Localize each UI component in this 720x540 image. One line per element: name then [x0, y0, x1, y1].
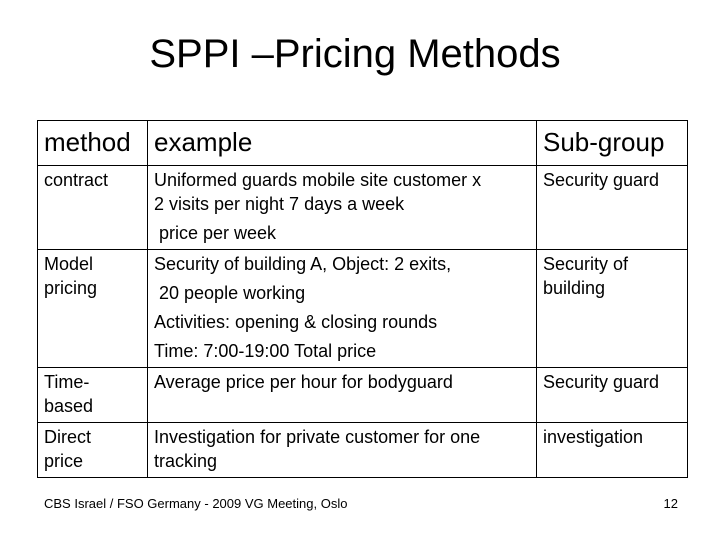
subgroup-line: building — [543, 278, 606, 298]
example-line: Security of building A, Object: 2 exits, — [154, 254, 452, 274]
method-line: Model — [44, 254, 94, 274]
method-line: Direct — [44, 427, 92, 447]
subgroup-line: Security guard — [543, 372, 660, 392]
method-line: price — [44, 451, 84, 471]
example-line: Investigation for private customer for one — [154, 427, 481, 447]
subgroup-cell — [537, 166, 688, 250]
table-row — [38, 250, 688, 368]
method-cell — [38, 166, 148, 250]
example-cell — [148, 166, 537, 250]
pricing-methods-table — [37, 120, 688, 478]
example-line: 2 visits per night 7 days a week — [154, 194, 405, 214]
example-cell — [148, 250, 537, 368]
subgroup-line: Security guard — [543, 170, 660, 190]
example-cell — [148, 423, 537, 478]
example-line: Activities: opening & closing rounds — [154, 312, 438, 332]
subgroup-cell — [537, 250, 688, 368]
example-line: Time: 7:00-19:00 Total price — [154, 341, 377, 361]
subgroup-line: investigation — [543, 427, 644, 447]
method-cell — [38, 368, 148, 423]
method-line: pricing — [44, 278, 98, 298]
method-cell — [38, 423, 148, 478]
example-line: Uniformed guards mobile site customer x — [154, 170, 482, 190]
example-line: Average price per hour for bodyguard — [154, 372, 453, 392]
method-line: Time- — [44, 372, 90, 392]
header-subgroup: Sub-group — [537, 121, 688, 166]
table-row — [38, 423, 688, 478]
method-cell — [38, 250, 148, 368]
header-example: example — [148, 121, 537, 166]
method-line: based — [44, 396, 94, 416]
method-line: contract — [44, 170, 109, 190]
example-cell — [148, 368, 537, 423]
footer-text: CBS Israel / FSO Germany - 2009 VG Meeting, Oslo — [44, 496, 348, 511]
page-number: 12 — [663, 496, 678, 511]
slide-title: SPPI –Pricing Methods — [149, 32, 561, 76]
subgroup-cell — [537, 423, 688, 478]
header-method: method — [38, 121, 148, 166]
example-line: 20 people working — [154, 283, 306, 303]
subgroup-line: Security of — [543, 254, 629, 274]
table-row — [38, 368, 688, 423]
example-line: price per week — [154, 223, 277, 243]
example-line: tracking — [154, 451, 218, 471]
subgroup-cell — [537, 368, 688, 423]
table-header-row — [38, 121, 688, 166]
table-row — [38, 166, 688, 250]
